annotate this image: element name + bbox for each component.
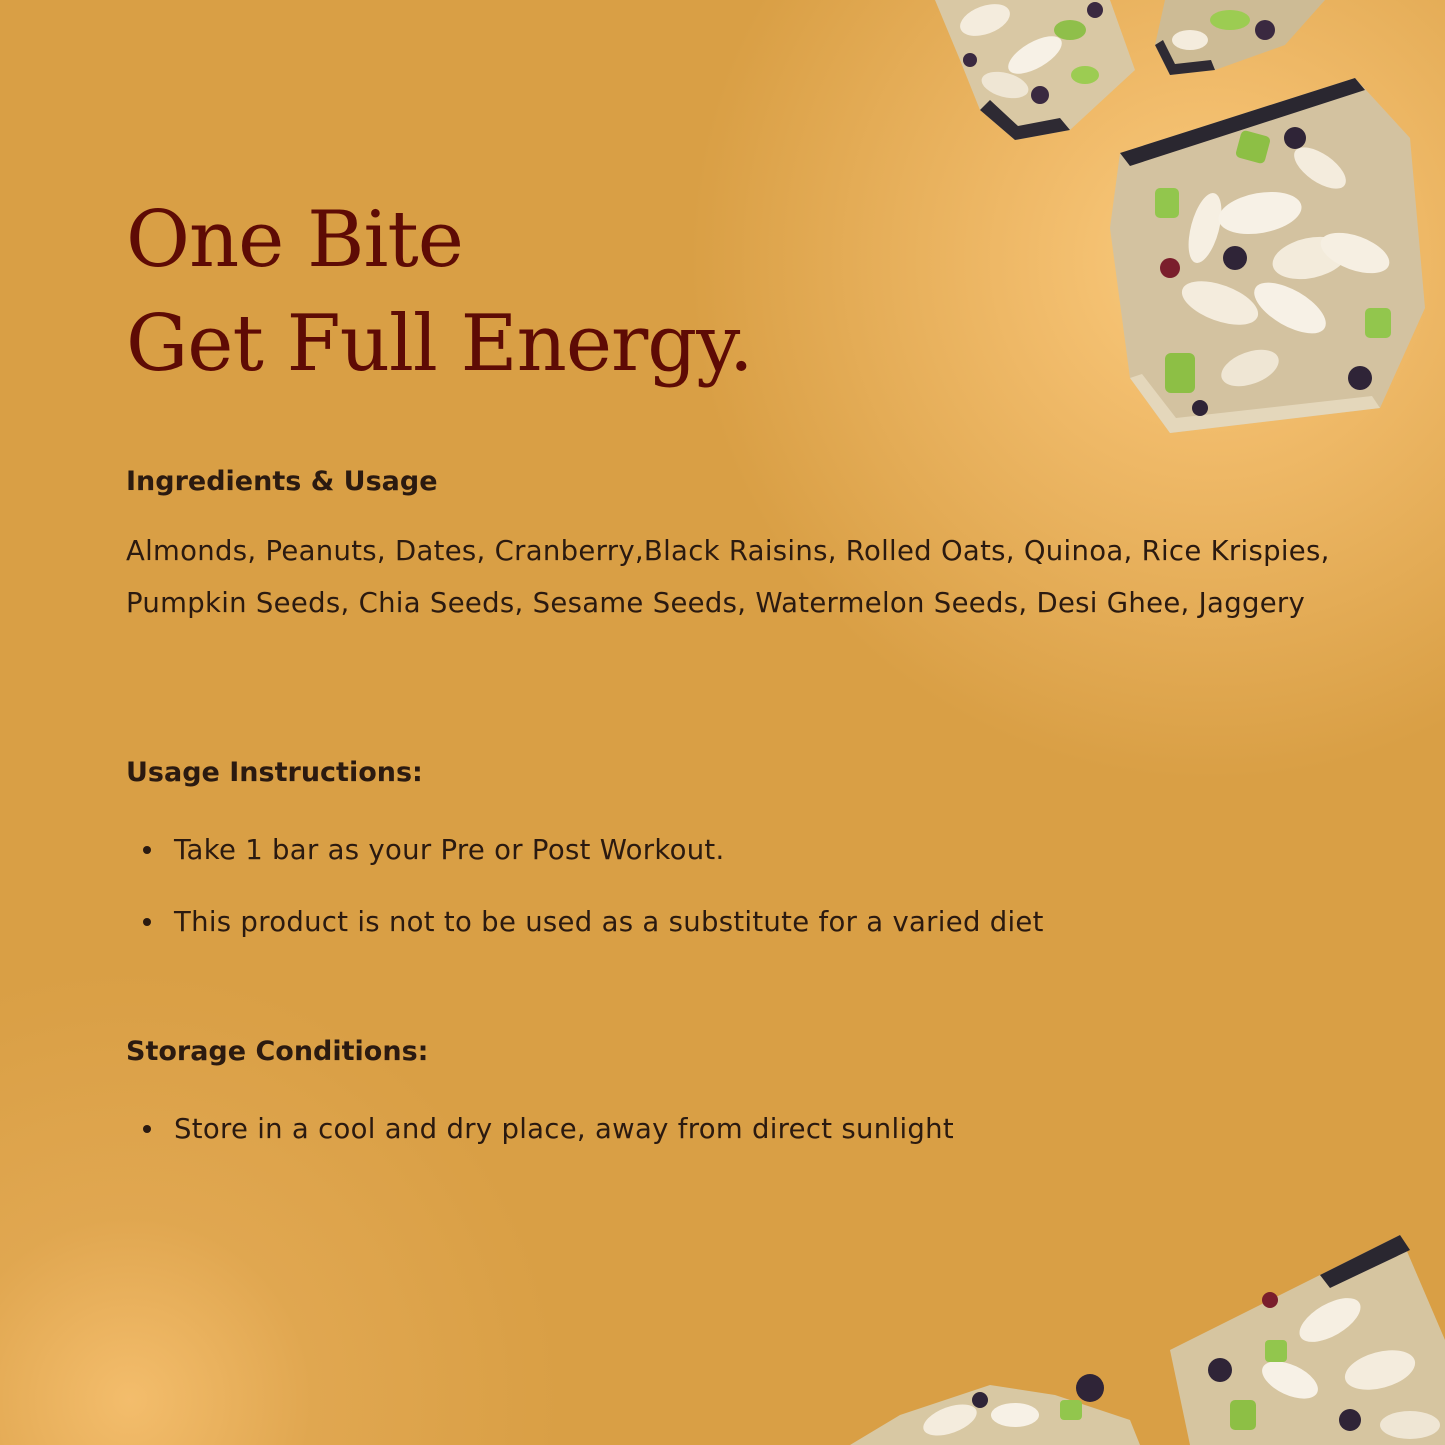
usage-list [126,832,1044,940]
storage-list [126,1111,954,1147]
energy-bar-top-image [920,0,1445,440]
headline-line-1: One Bite [126,195,463,285]
ingredients-heading: Ingredients & Usage [126,466,438,497]
storage-item-text: Store in a cool and dry place, away from direct sunlight [174,1113,954,1145]
headline-line-2: Get Full Energy. [126,299,753,389]
usage-heading: Usage Instructions: [126,757,423,788]
bullet-icon [143,1125,151,1133]
bullet-icon [143,918,151,926]
usage-item-text: Take 1 bar as your Pre or Post Workout. [174,834,725,866]
list-item [126,832,1044,868]
bullet-icon [143,846,151,854]
storage-heading: Storage Conditions: [126,1036,429,1067]
list-item [126,1111,954,1147]
headline [126,188,753,396]
ingredients-list: Almonds, Peanuts, Dates, Cranberry,Black Raisins, Rolled Oats, Quinoa, Rice Krispies, Pumpkin Seeds, Chia Seeds, Sesame Seeds, Watermelon Seeds, Desi Ghee, Jaggery [126,535,1330,619]
energy-bar-bottom-image [840,1230,1445,1445]
usage-item-text: This product is not to be used as a substitute for a varied diet [174,906,1044,938]
list-item [126,904,1044,940]
